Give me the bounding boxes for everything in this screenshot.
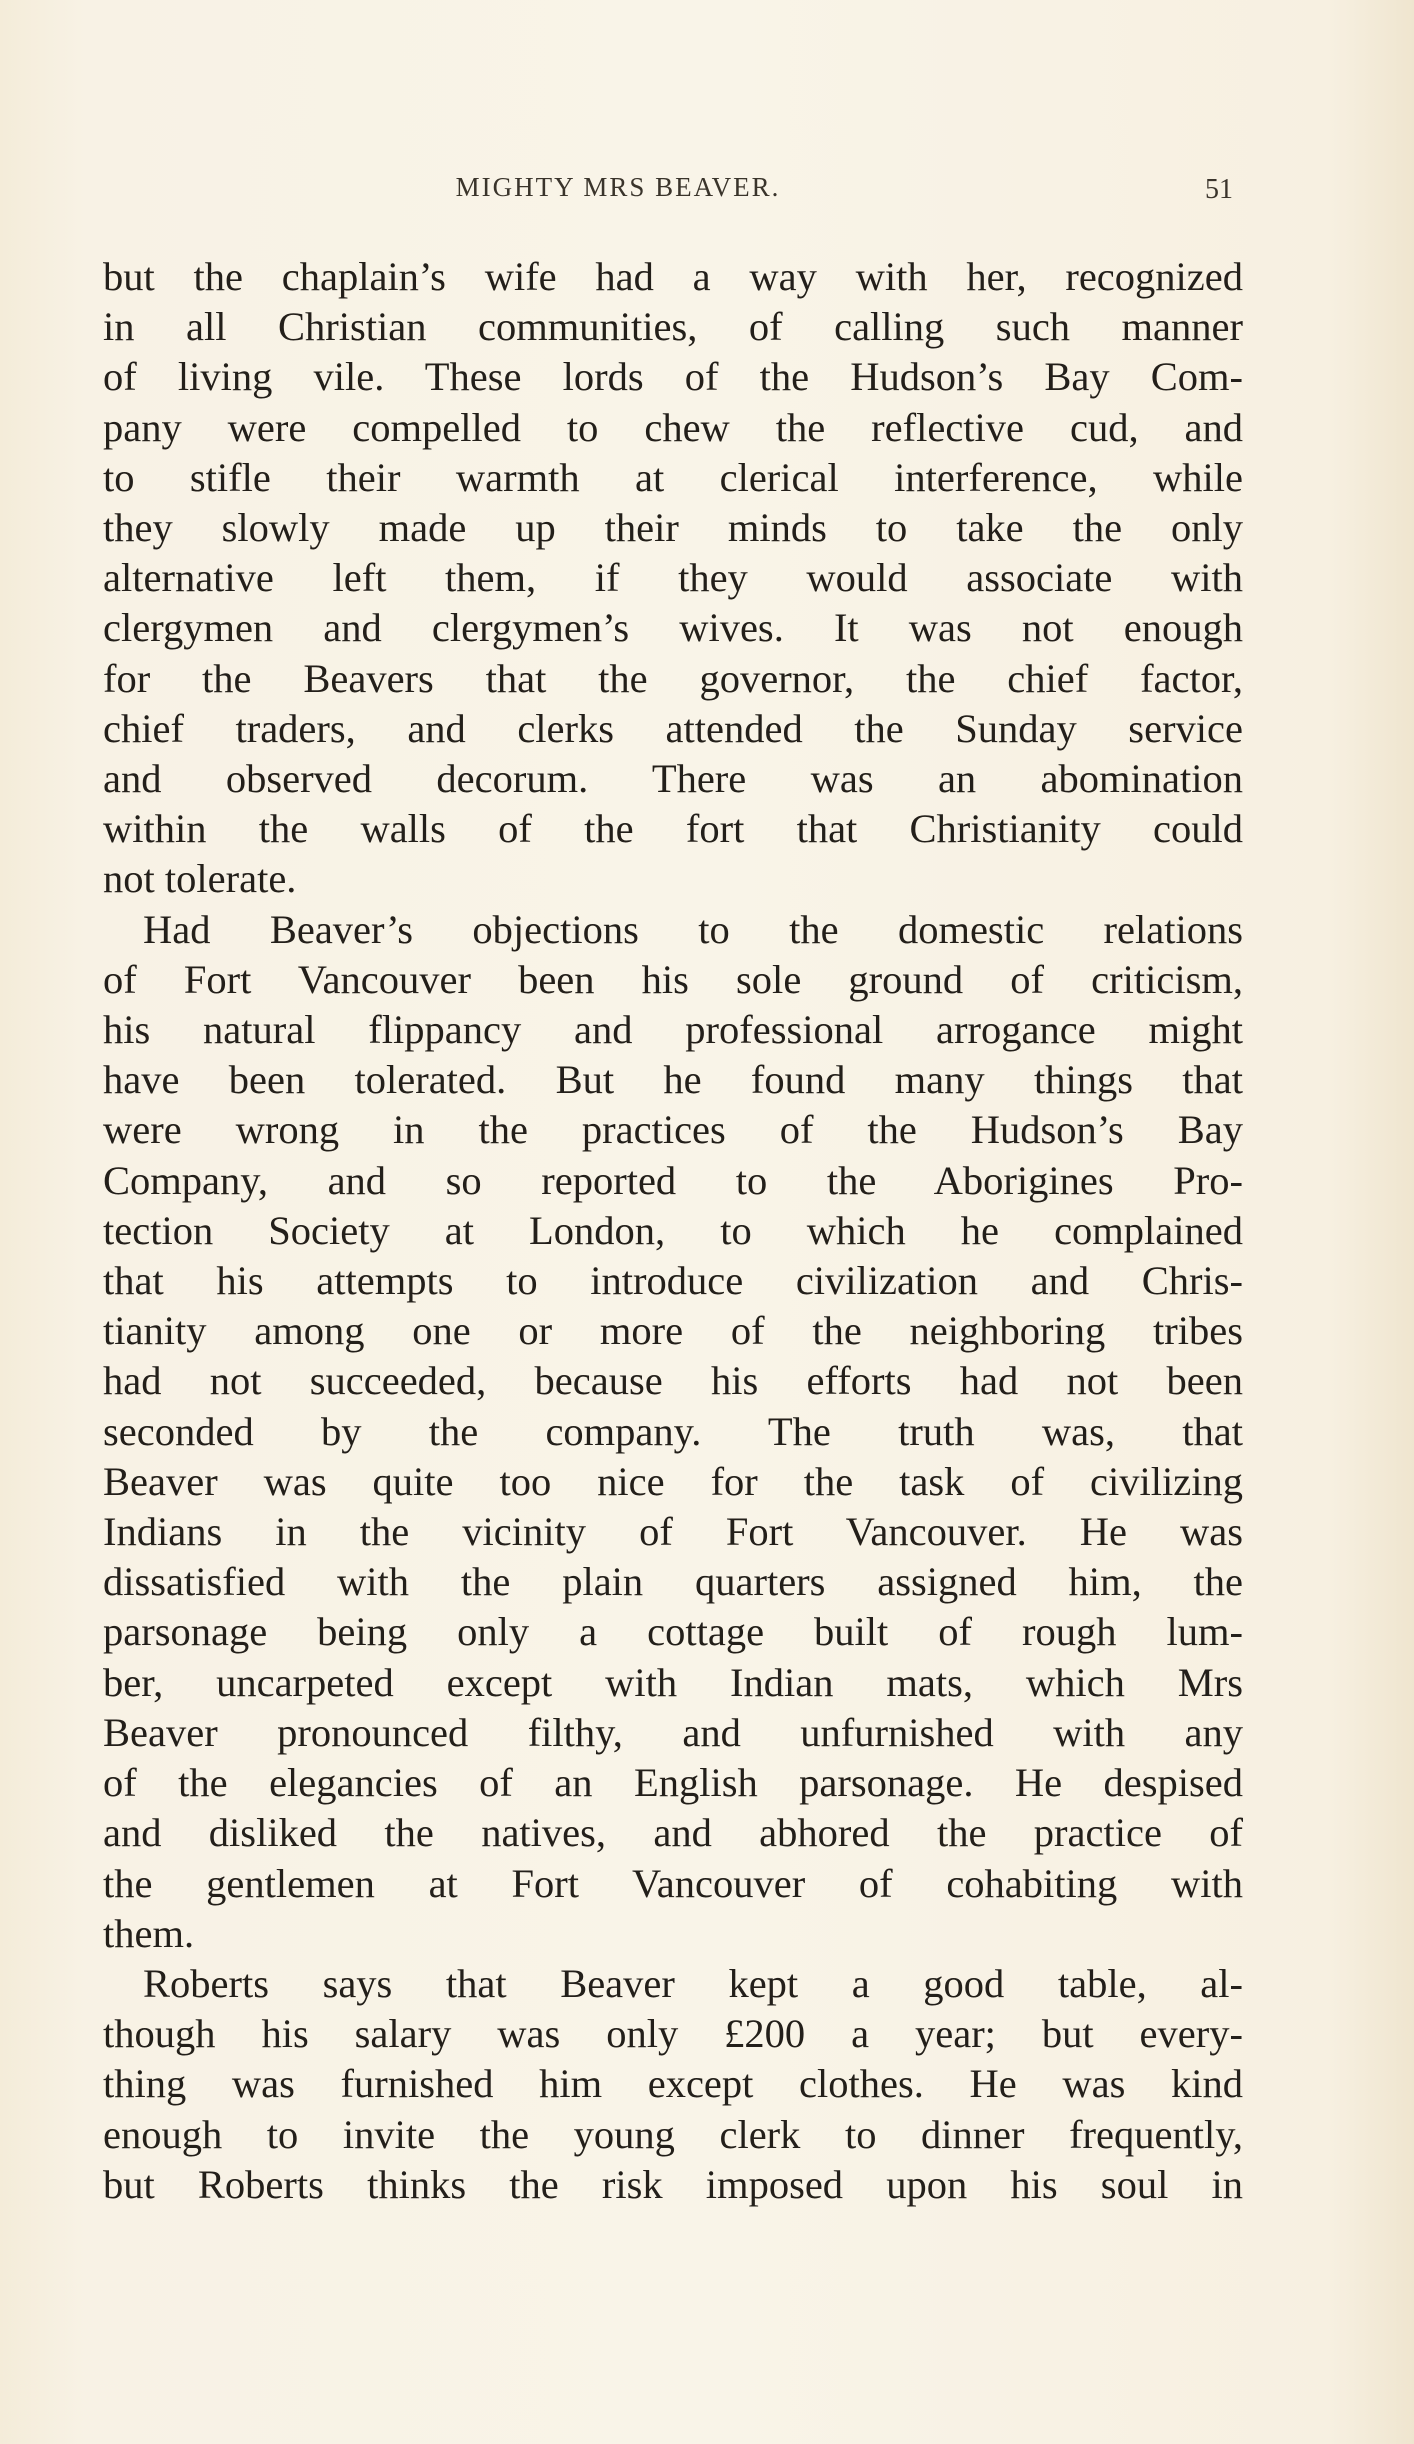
text-line: Roberts says that Beaver kept a good table, al-	[143, 1960, 1243, 2006]
running-head	[103, 172, 1233, 212]
text-line: that his attempts to introduce civilization and Chris-	[103, 1258, 1243, 1304]
text-line: pany were compelled to chew the reflective cud, and	[103, 404, 1243, 450]
text-line: but Roberts thinks the risk imposed upon his soul in	[103, 2161, 1243, 2207]
text-line: but the chaplain’s wife had a way with her, recognized	[103, 254, 1243, 299]
text-line: tection Society at London, to which he complained	[103, 1207, 1243, 1253]
text-line: and disliked the natives, and abhored the practice of	[103, 1810, 1243, 1856]
paragraph-3	[103, 1959, 1243, 2210]
text-line: alternative left them, if they would associate with	[103, 555, 1243, 601]
text-line: of the elegancies of an English parsonage. He despised	[103, 1760, 1243, 1806]
text-line: parsonage being only a cottage built of rough lum-	[103, 1609, 1243, 1655]
text-line: seconded by the company. The truth was, that	[103, 1408, 1243, 1454]
text-line: were wrong in the practices of the Hudson’s Bay	[103, 1107, 1243, 1153]
text-line: thing was furnished him except clothes. He was kind	[103, 2061, 1243, 2107]
text-line: had not succeeded, because his efforts had not been	[103, 1358, 1243, 1404]
text-line: chief traders, and clerks attended the Sunday service	[103, 705, 1243, 751]
text-line: not tolerate.	[103, 856, 297, 902]
text-line: though his salary was only £200 a year; but every-	[103, 2011, 1243, 2057]
text-line: Indians in the vicinity of Fort Vancouver. He was	[103, 1509, 1243, 1555]
text-line: for the Beavers that the governor, the chief factor,	[103, 655, 1243, 701]
text-line: enough to invite the young clerk to dinner frequently,	[103, 2111, 1243, 2157]
text-line: and observed decorum. There was an abomination	[103, 756, 1243, 802]
text-line: of Fort Vancouver been his sole ground of criticism,	[103, 956, 1243, 1002]
text-line: dissatisfied with the plain quarters assigned him, the	[103, 1559, 1243, 1605]
text-line: his natural flippancy and professional arrogance might	[103, 1007, 1243, 1053]
paragraph-1	[103, 252, 1243, 905]
text-line: clergymen and clergymen’s wives. It was not enough	[103, 605, 1243, 651]
text-line: in all Christian communities, of calling such manner	[103, 304, 1243, 350]
text-line: the gentlemen at Fort Vancouver of cohabiting with	[103, 1860, 1243, 1906]
text-line: of living vile. These lords of the Hudson’s Bay Com-	[103, 354, 1243, 400]
page-number: 51	[1205, 174, 1233, 205]
text-line: Had Beaver’s objections to the domestic relations	[143, 906, 1243, 952]
text-line: them.	[103, 1910, 195, 1956]
text-line: to stifle their warmth at clerical interference, while	[103, 454, 1243, 500]
text-line: within the walls of the fort that Christianity could	[103, 806, 1243, 852]
paragraph-2	[103, 905, 1243, 1959]
text-line: Company, and so reported to the Aborigines Pro-	[103, 1157, 1243, 1203]
body-text	[103, 252, 1243, 2210]
text-line: Beaver was quite too nice for the task of civilizing	[103, 1458, 1243, 1504]
text-line: Beaver pronounced filthy, and unfurnished with any	[103, 1709, 1243, 1755]
running-title: MIGHTY MRS BEAVER.	[455, 172, 781, 202]
text-line: they slowly made up their minds to take the only	[103, 505, 1243, 551]
text-line: have been tolerated. But he found many things that	[103, 1057, 1243, 1103]
text-line: ber, uncarpeted except with Indian mats, which Mrs	[103, 1659, 1243, 1705]
text-line: tianity among one or more of the neighboring tribes	[103, 1308, 1243, 1354]
